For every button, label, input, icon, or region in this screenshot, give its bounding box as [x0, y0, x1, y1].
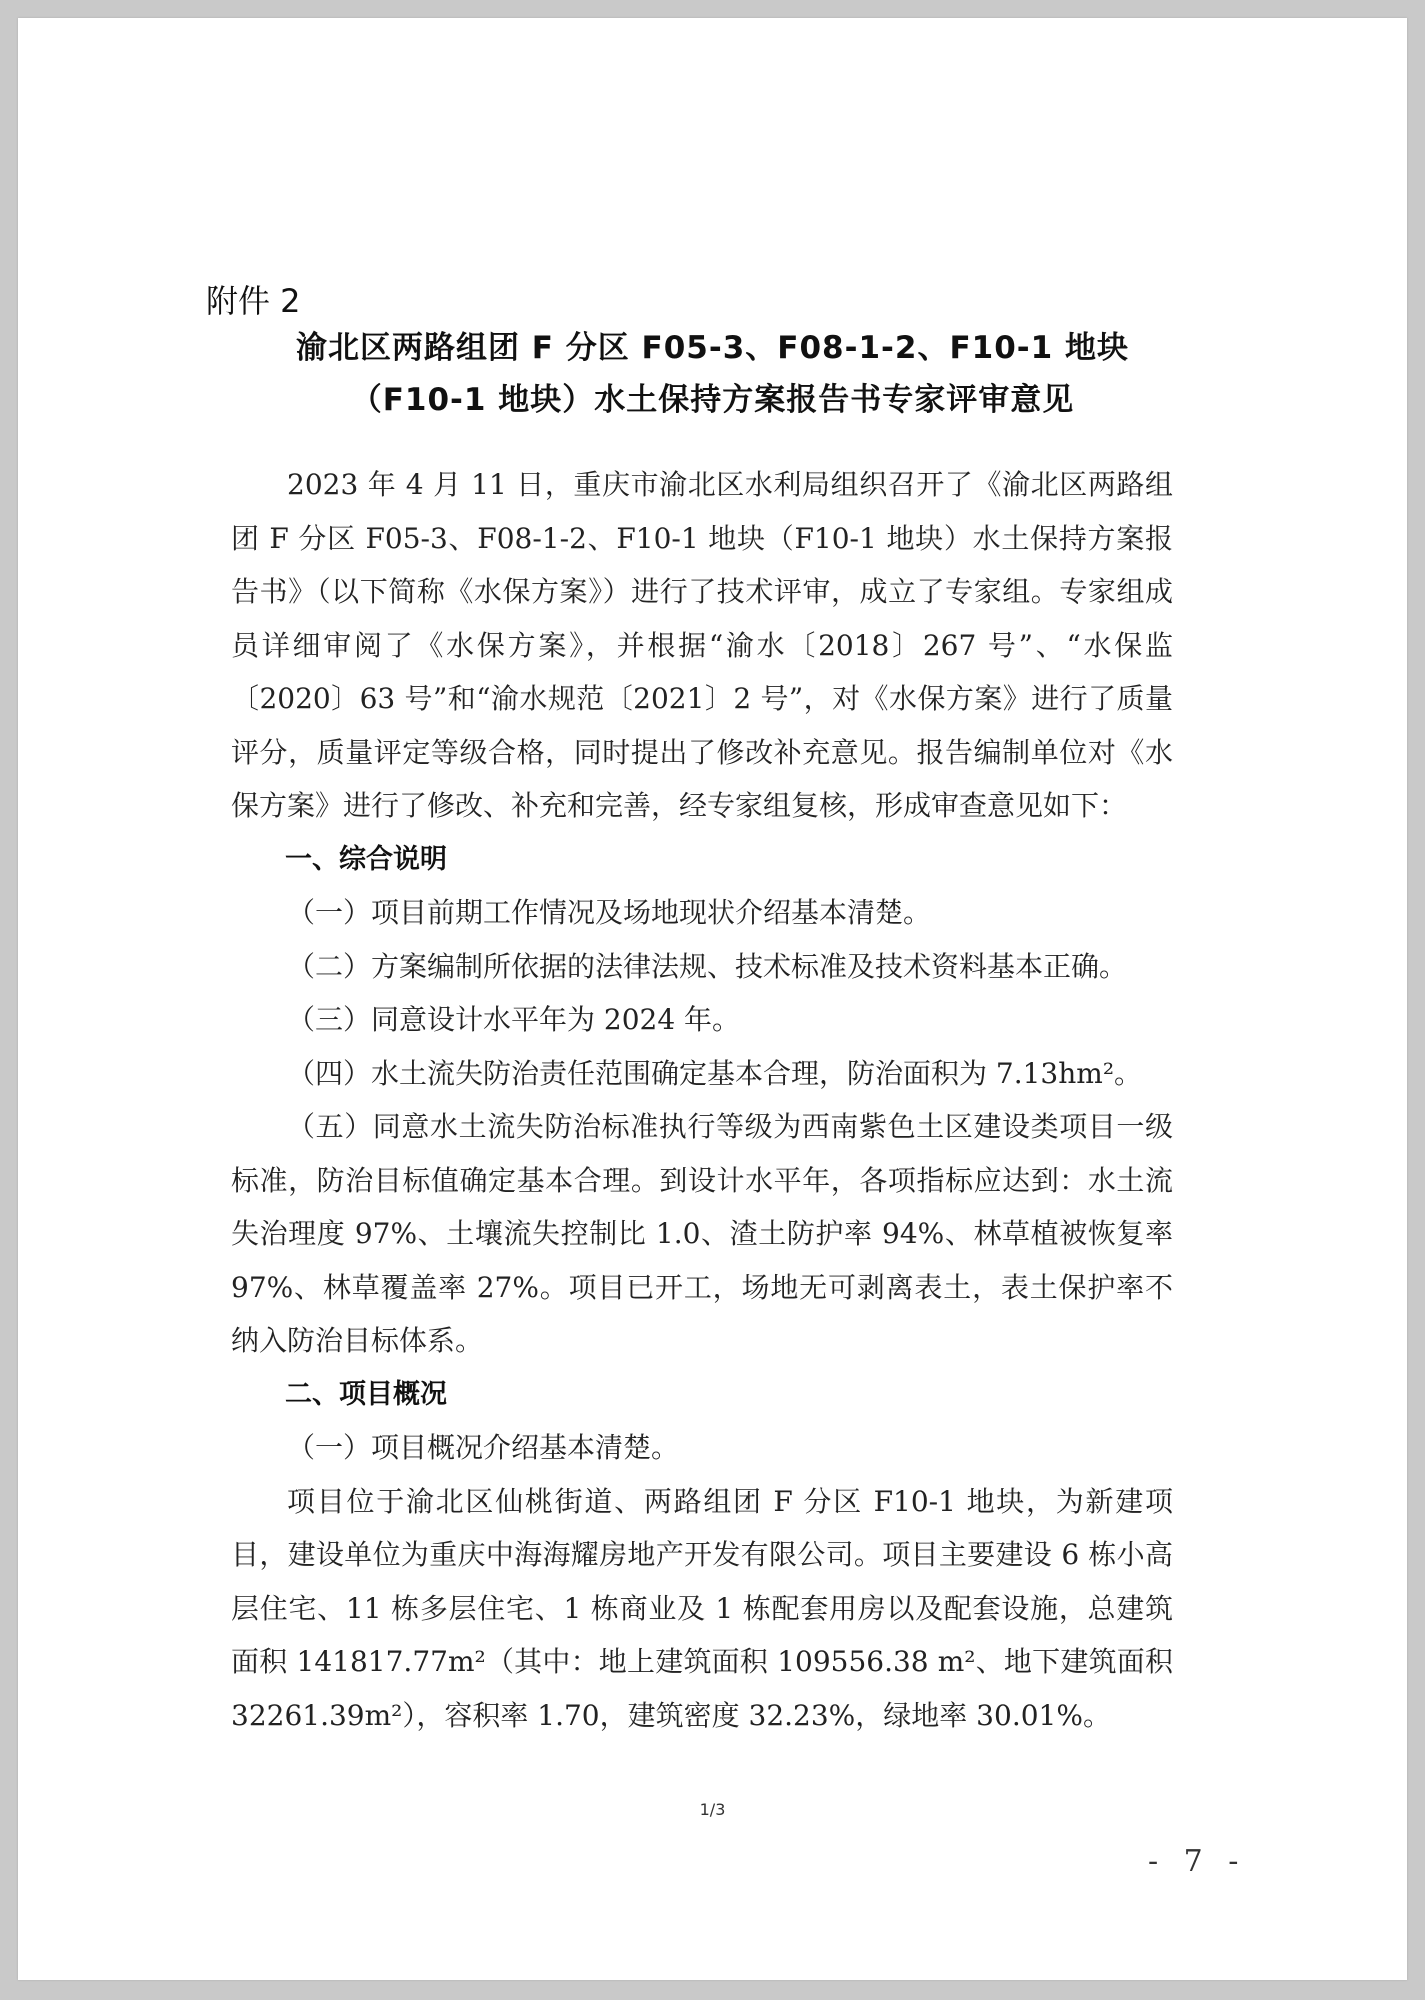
attachment-label: 附件 2: [206, 282, 301, 320]
project-overview-paragraph: 项目位于渝北区仙桃街道、两路组团 F 分区 F10-1 地块，为新建项目，建设单位为重庆中海海耀房地产开发有限公司。项目主要建设 6 栋小高层住宅、11 栋多层住宅、1 栋商业及 1 栋配套用房以及配套设施，总建筑面积 141817.77m²（其中：地上建筑面积 109556.38 m²、地下建筑面积 32261.39m²），容积率 1.70，建筑密度 32.23%，绿地率 30.01%。: [231, 1484, 1173, 1732]
section-2-heading: 二、项目概况: [285, 1378, 447, 1410]
document-title-line-2: （F10-1 地块）水土保持方案报告书专家评审意见: [350, 382, 1075, 418]
page-fraction: 1/3: [699, 1800, 726, 1819]
section-1-heading: 一、综合说明: [285, 843, 447, 875]
section-1-item-1: （一）项目前期工作情况及场地现状介绍基本清楚。: [287, 896, 932, 929]
document-body: [231, 458, 1173, 1742]
section-2-item-1: （一）项目概况介绍基本清楚。: [287, 1431, 680, 1464]
section-1-item-4: （四）水土流失防治责任范围确定基本合理，防治面积为 7.13hm²。: [287, 1056, 1143, 1090]
section-1-item-2: （二）方案编制所依据的法律法规、技术标准及技术资料基本正确。: [287, 949, 1128, 983]
page-number: - 7 -: [1148, 1844, 1247, 1879]
section-1-item-5: （五）同意水土流失防治标准执行等级为西南紫色土区建设类项目一级标准，防治目标值确定基本合理。到设计水平年，各项指标应达到：水土流失治理度 97%、土壤流失控制比 1.0、渣土防护率 94%、林草植被恢复率 97%、林草覆盖率 27%。项目已开工，场地无可剥离表土，表土保护率不纳入防治目标体系。: [231, 1110, 1173, 1357]
document-title-line-1: 渝北区两路组团 F 分区 F05-3、F08-1-2、F10-1 地块: [295, 330, 1130, 366]
intro-paragraph: 2023 年 4 月 11 日，重庆市渝北区水利局组织召开了《渝北区两路组团 F 分区 F05-3、F08-1-2、F10-1 地块（F10-1 地块）水土保持方案报告书》（以下简称《水保方案》）进行了技术评审，成立了专家组。专家组成员详细审阅了《水保方案》，并根据“渝水〔2018〕267 号”、“水保监〔2020〕63 号”和“渝水规范〔2021〕2 号”，对《水保方案》进行了质量评分，质量评定等级合格，同时提出了修改补充意见。报告编制单位对《水保方案》进行了修改、补充和完善，经专家组复核，形成审查意见如下：: [231, 468, 1173, 822]
section-1-item-3: （三）同意设计水平年为 2024 年。: [287, 1003, 741, 1036]
